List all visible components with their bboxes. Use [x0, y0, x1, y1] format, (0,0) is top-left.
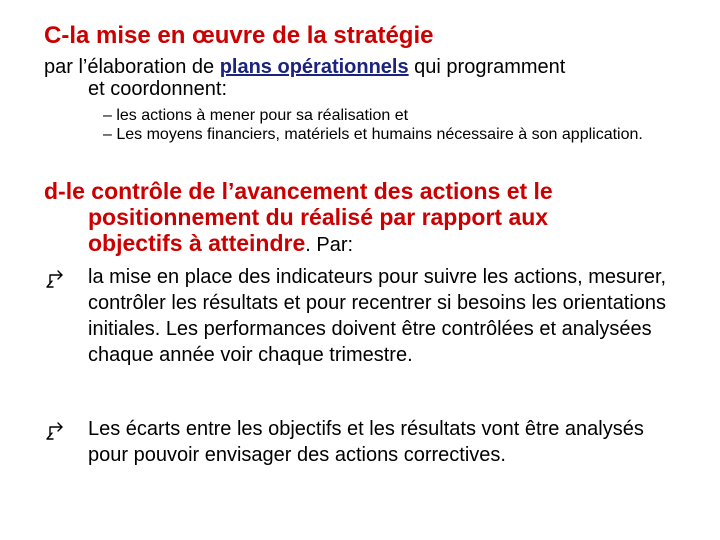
section-c-list [103, 106, 683, 144]
intro-text-start: par l’élaboration de [44, 56, 220, 78]
arrow-bullet-icon [44, 420, 68, 442]
section-d-title-suffix: . Par: [305, 234, 354, 256]
section-d-title [44, 178, 694, 258]
arrow-bullet-icon [44, 268, 68, 290]
section-d-title-line3: objectifs à atteindre [88, 230, 306, 256]
list-item: – les actions à mener pour sa réalisation et [103, 107, 409, 124]
bullet-text: la mise en place des indicateurs pour suivre les actions, mesurer, contrôler les résultats et pour recentrer si besoins les orientations initiales. Les performances doivent être contrôlées et analysées chaque année voir chaque trimestre. [88, 266, 667, 366]
section-c-title: C-la mise en œuvre de la stratégie [44, 22, 434, 49]
bullet-text: Les écarts entre les objectifs et les résultats vont être analysés pour pouvoir envisager des actions correctives. [88, 418, 644, 466]
section-d-title-line1: d-le contrôle de l’avancement des actions et le [44, 178, 553, 204]
section-c-intro [44, 56, 684, 100]
section-d-title-line3-wrap [44, 230, 694, 258]
intro-text-continuation: et coordonnent: [88, 78, 227, 100]
section-d-title-line2: positionnement du réalisé par rapport aux [88, 204, 549, 230]
intro-text-end: qui programment [408, 56, 566, 78]
list-item: – Les moyens financiers, matériels et humains nécessaire à son application. [103, 126, 643, 143]
bullet-item [44, 416, 684, 468]
bullet-item [44, 264, 684, 368]
keyword-plans-operationnels: plans opérationnels [219, 56, 409, 78]
